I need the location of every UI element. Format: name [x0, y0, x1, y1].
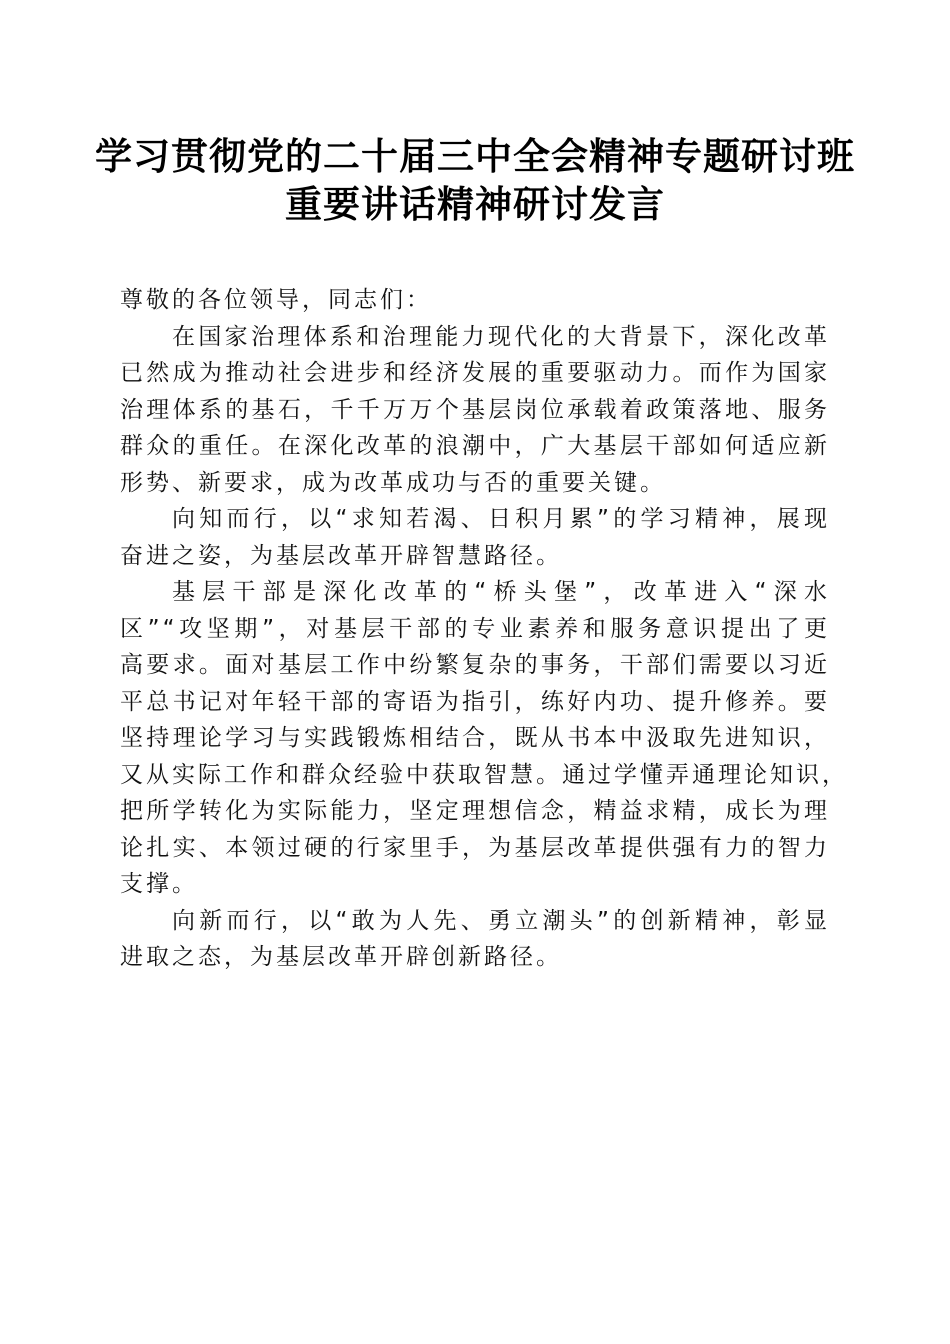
- paragraph-1: [120, 319, 830, 502]
- title-line-2: 重要讲话精神研讨发言: [285, 182, 665, 226]
- paragraph-line: 向知而行，以“求知若渴、日积月累”的学习精神，展现: [172, 506, 830, 532]
- title-line-1: 学习贯彻党的二十届三中全会精神专题研讨班: [95, 134, 855, 178]
- paragraph-line: 已然成为推动社会进步和经济发展的重要驱动力。而作为国家: [120, 360, 830, 386]
- document-body: [120, 282, 848, 976]
- paragraph-line: 平总书记对年轻干部的寄语为指引，练好内功、提升修养。要: [120, 688, 830, 715]
- paragraph-line: 进取之态，为基层改革开辟创新路径。: [120, 944, 562, 970]
- paragraph-line: 论扎实、本领过硬的行家里手，为基层改革提供强有力的智力: [120, 834, 830, 861]
- paragraph-line: 向新而行，以“敢为人先、勇立潮头”的创新精神，彰显: [172, 907, 830, 934]
- paragraph-line: 在国家治理体系和治理能力现代化的大背景下，深化改革: [172, 323, 830, 350]
- paragraph-line: 区”“攻坚期”，对基层干部的专业素养和服务意识提出了更: [120, 615, 830, 642]
- paragraph-line: 基层干部是深化改革的“桥头堡”，改革进入“深水: [172, 579, 830, 605]
- paragraph-line: 形势、新要求，成为改革成功与否的重要关键。: [120, 469, 666, 496]
- paragraph-line: 支撑。: [120, 871, 198, 897]
- paragraph-line: 把所学转化为实际能力，坚定理想信念，精益求精，成长为理: [120, 798, 830, 824]
- salutation: 尊敬的各位领导，同志们：: [120, 287, 432, 313]
- paragraph-line: 又从实际工作和群众经验中获取智慧。通过学懂弄通理论知识，: [120, 761, 848, 788]
- paragraph-line: 治理体系的基石，千千万万个基层岗位承载着政策落地、服务: [120, 396, 830, 423]
- paragraph-4: [120, 903, 830, 976]
- paragraph-line: 群众的重任。在深化改革的浪潮中，广大基层干部如何适应新: [120, 433, 830, 459]
- document-title: [0, 132, 950, 228]
- paragraph-line: 高要求。面对基层工作中纷繁复杂的事务，干部们需要以习近: [120, 652, 830, 678]
- paragraph-3: [120, 574, 848, 903]
- paragraph-line: 奋进之姿，为基层改革开辟智慧路径。: [120, 542, 562, 569]
- paragraph-line: 坚持理论学习与实践锻炼相结合，既从书本中汲取先进知识，: [120, 725, 830, 751]
- paragraph-2: [120, 501, 830, 574]
